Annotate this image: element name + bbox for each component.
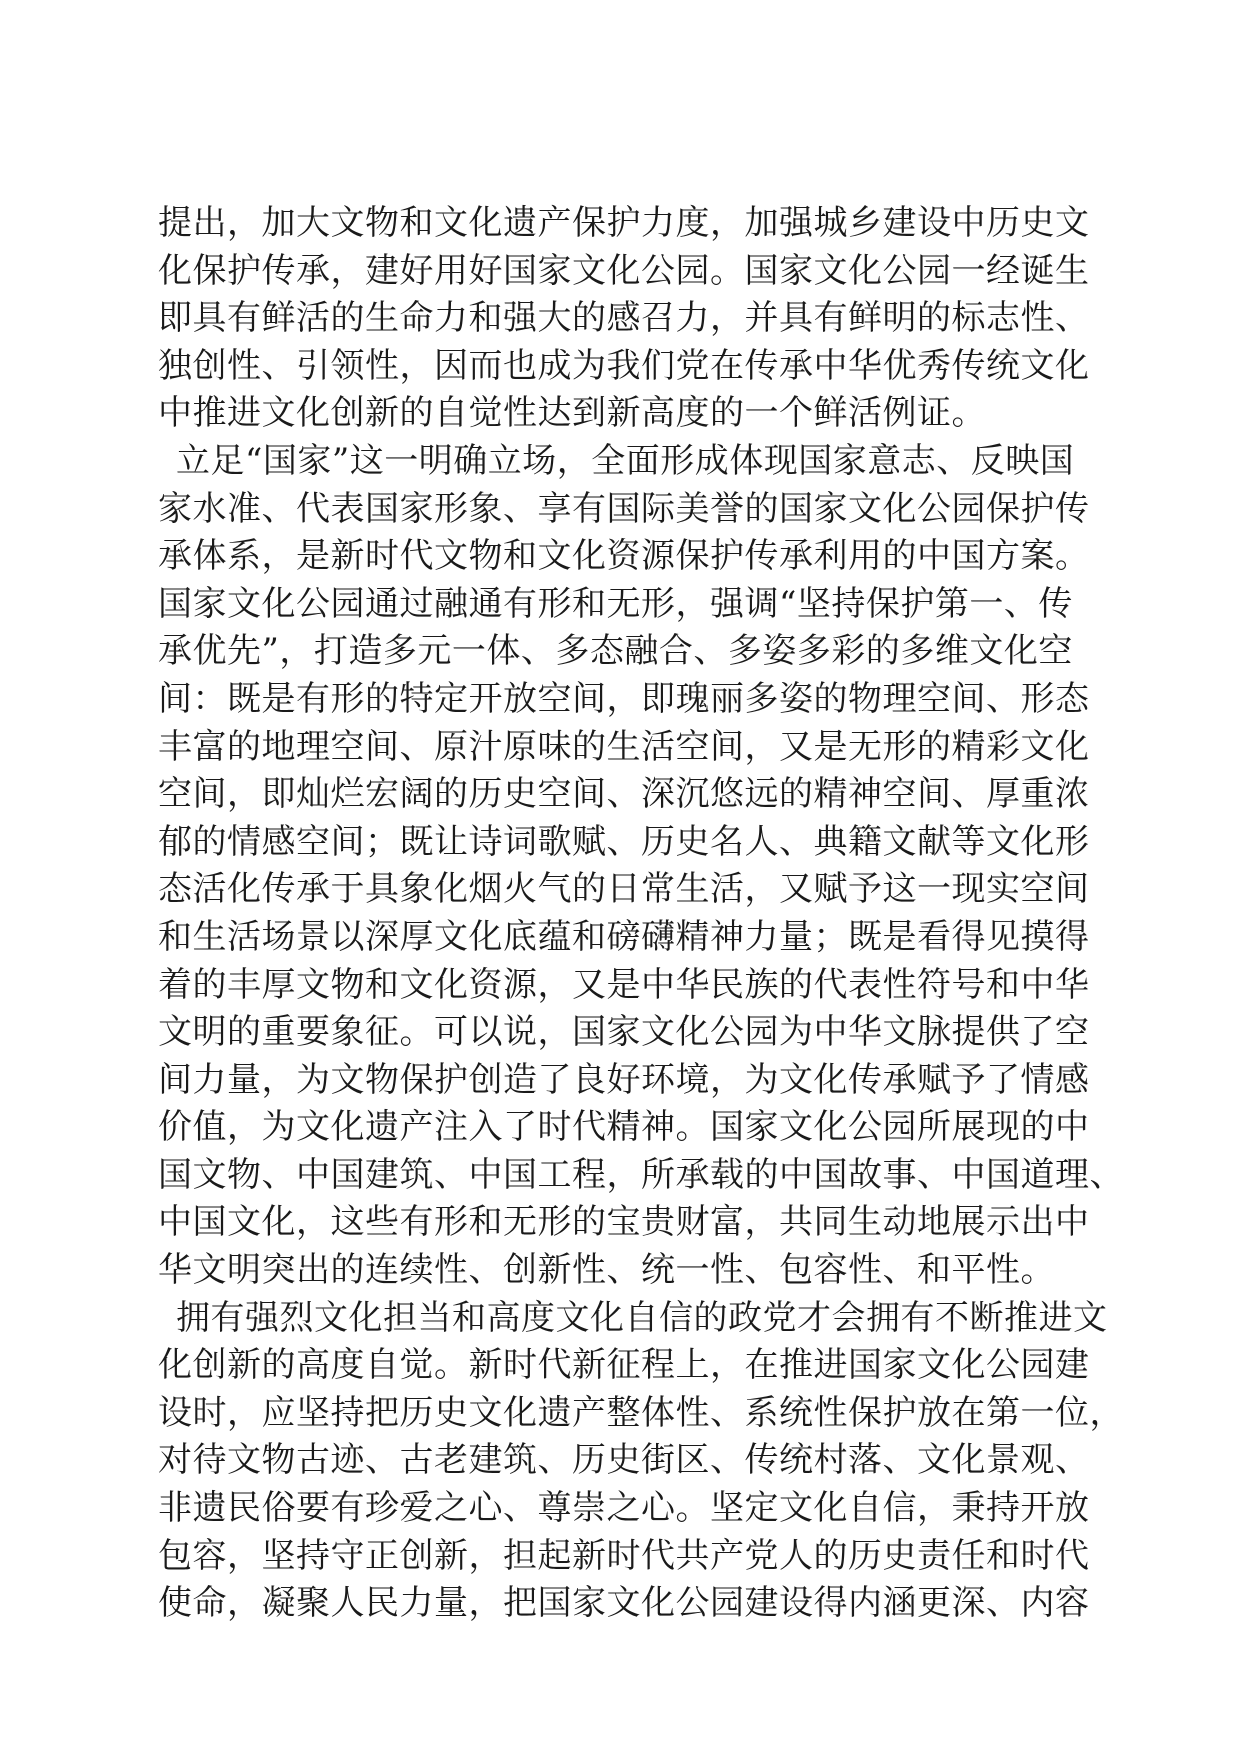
text-line: 包容，坚持守正创新，担起新时代共产党人的历史责任和时代 (158, 1535, 1090, 1576)
text-line: 非遗民俗要有珍爱之心、尊崇之心。坚定文化自信，秉持开放 (158, 1488, 1090, 1529)
text-line: 和生活场景以深厚文化底蕴和磅礴精神力量；既是看得见摸得 (158, 916, 1090, 957)
paragraph-first-line: 拥有强烈文化担当和高度文化自信的政党才会拥有不断推进文 (176, 1297, 1108, 1338)
text-line: 价值，为文化遗产注入了时代精神。国家文化公园所展现的中 (158, 1107, 1090, 1148)
text-line: 郁的情感空间；既让诗词歌赋、历史名人、典籍文献等文化形 (158, 821, 1090, 862)
text-line: 国文物、中国建筑、中国工程，所承载的中国故事、中国道理、 (158, 1154, 1124, 1195)
text-line: 文明的重要象征。可以说，国家文化公园为中华文脉提供了空 (158, 1012, 1090, 1053)
text-line: 承体系，是新时代文物和文化资源保护传承利用的中国方案。 (158, 536, 1090, 577)
text-line: 间：既是有形的特定开放空间，即瑰丽多姿的物理空间、形态 (158, 678, 1090, 719)
text-line: 化保护传承，建好用好国家文化公园。国家文化公园一经诞生 (158, 250, 1090, 291)
body-text (158, 200, 1124, 1628)
text-line: 间力量，为文物保护创造了良好环境，为文化传承赋予了情感 (158, 1059, 1090, 1100)
text-line: 提出，加大文物和文化遗产保护力度，加强城乡建设中历史文 (158, 203, 1090, 243)
text-line: 空间，即灿烂宏阔的历史空间、深沉悠远的精神空间、厚重浓 (158, 774, 1090, 815)
text-line: 独创性、引领性，因而也成为我们党在传承中华优秀传统文化 (158, 345, 1090, 386)
text-line: 华文明突出的连续性、创新性、统一性、包容性、和平性。 (158, 1250, 1055, 1291)
text-line: 中推进文化创新的自觉性达到新高度的一个鲜活例证。 (158, 393, 986, 434)
text-line: 国家文化公园通过融通有形和无形，强调“坚持保护第一、传 (158, 583, 1073, 624)
text-line: 即具有鲜活的生命力和强大的感召力，并具有鲜明的标志性、 (158, 298, 1090, 339)
text-line: 对待文物古迹、古老建筑、历史街区、传统村落、文化景观、 (158, 1440, 1090, 1481)
text-line: 化创新的高度自觉。新时代新征程上，在推进国家文化公园建 (158, 1345, 1090, 1386)
text-line: 使命，凝聚人民力量，把国家文化公园建设得内涵更深、内容 (158, 1583, 1090, 1624)
paragraph-first-line: 立足“国家”这一明确立场，全面形成体现国家意志、反映国 (176, 440, 1075, 481)
text-line: 丰富的地理空间、原汁原味的生活空间，又是无形的精彩文化 (158, 726, 1090, 767)
text-line: 态活化传承于具象化烟火气的日常生活，又赋予这一现实空间 (158, 869, 1090, 910)
text-line: 家水准、代表国家形象、享有国际美誉的国家文化公园保护传 (158, 488, 1090, 529)
text-line: 设时，应坚持把历史文化遗产整体性、系统性保护放在第一位， (158, 1392, 1124, 1433)
text-line: 着的丰厚文物和文化资源，又是中华民族的代表性符号和中华 (158, 964, 1090, 1005)
text-line: 中国文化，这些有形和无形的宝贵财富，共同生动地展示出中 (158, 1202, 1090, 1243)
text-line: 承优先”，打造多元一体、多态融合、多姿多彩的多维文化空 (158, 631, 1073, 672)
